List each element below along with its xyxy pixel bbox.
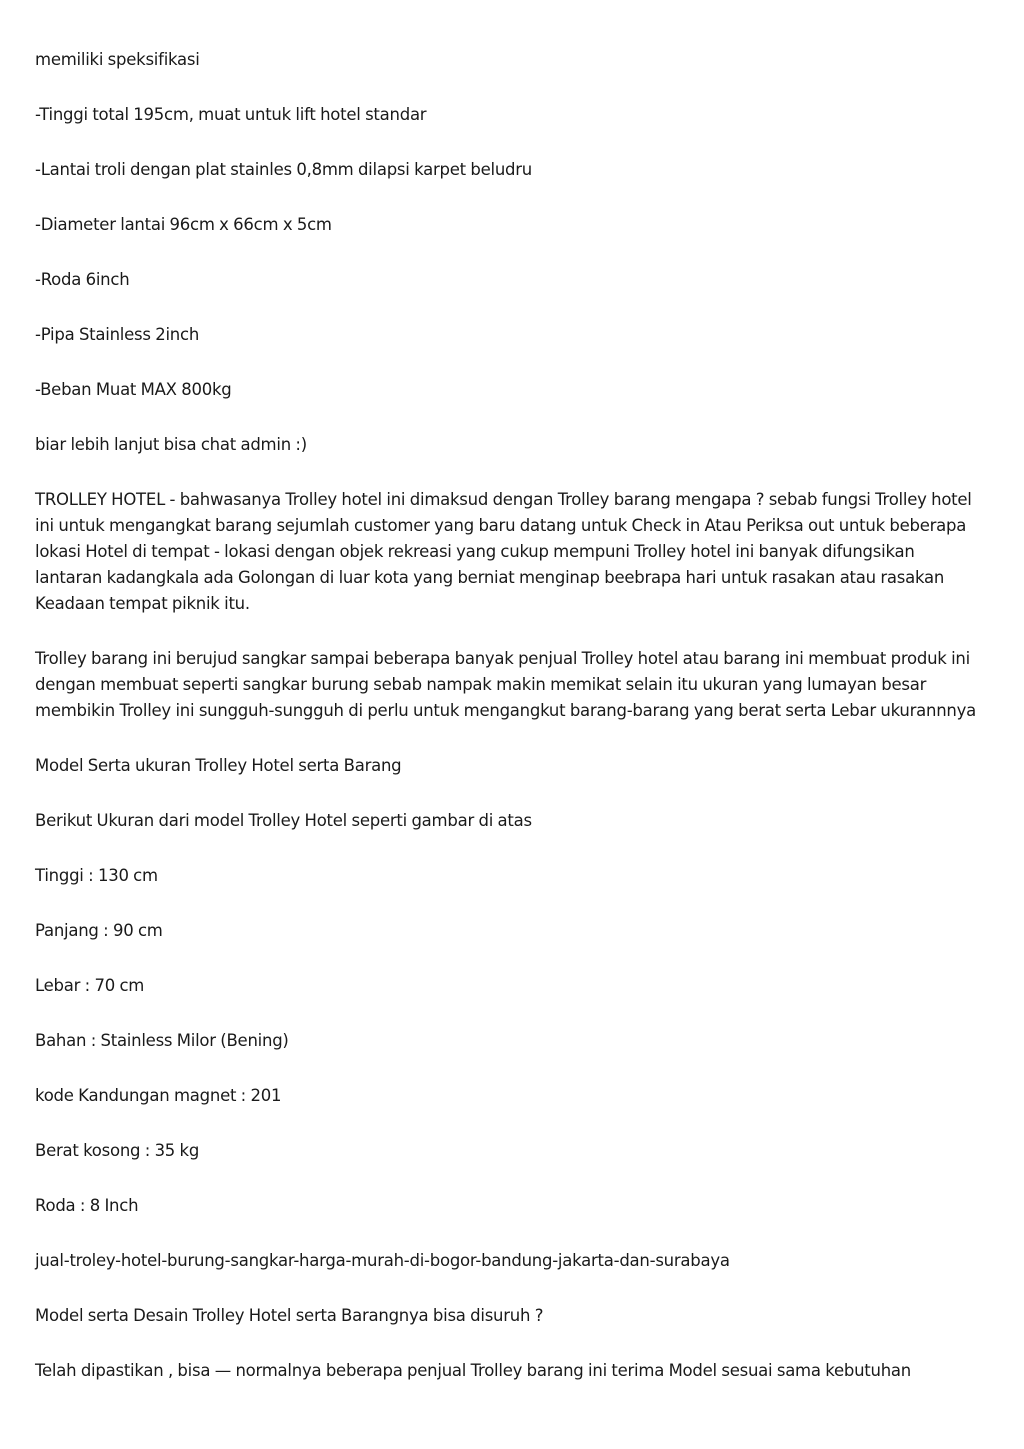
spec-item-height: -Tinggi total 195cm, muat untuk lift hotel standar xyxy=(35,105,427,124)
document-body xyxy=(35,47,983,1413)
size-item-weight: Berat kosong : 35 kg xyxy=(35,1141,200,1160)
size-item-height: Tinggi : 130 cm xyxy=(35,866,158,885)
intro-line: memiliki speksifikasi xyxy=(35,50,200,69)
spec-item-diameter: -Diameter lantai 96cm x 66cm x 5cm xyxy=(35,215,332,234)
size-item-material: Bahan : Stainless Milor (Bening) xyxy=(35,1031,289,1050)
model-heading: Model Serta ukuran Trolley Hotel serta Barang xyxy=(35,756,402,775)
spec-item-pipe: -Pipa Stainless 2inch xyxy=(35,325,200,344)
paragraph-trolley-hotel: TROLLEY HOTEL - bahwasanya Trolley hotel ini dimaksud dengan Trolley barang mengapa ? sebab fungsi Trolley hotel ini untuk mengangkat barang sejumlah customer yang baru datang untuk Check in Atau Periksa out untuk beberapa lokasi Hotel di tempat - lokasi dengan objek rekreasi yang cukup mempuni Trolley hotel ini banyak difungsikan lantaran kadangkala ada Golongan di luar kota yang berniat menginap beebrapa hari untuk rasakan atau rasakan Keadaan tempat piknik itu. xyxy=(35,490,972,613)
size-item-width: Lebar : 70 cm xyxy=(35,976,145,995)
size-item-length: Panjang : 90 cm xyxy=(35,921,163,940)
design-answer: Telah dipastikan , bisa — normalnya beberapa penjual Trolley barang ini terima Model sesuai sama kebutuhan xyxy=(35,1361,911,1380)
paragraph-trolley-barang: Trolley barang ini berujud sangkar sampai beberapa banyak penjual Trolley hotel atau barang ini membuat produk ini dengan membuat seperti sangkar burung sebab nampak makin memikat selain itu ukuran yang lumayan besar membikin Trolley ini sungguh-sungguh di perlu untuk mengangkut barang-barang yang berat serta Lebar ukurannnya xyxy=(35,649,977,720)
design-question: Model serta Desain Trolley Hotel serta Barangnya bisa disuruh ? xyxy=(35,1306,544,1325)
chat-note: biar lebih lanjut bisa chat admin :) xyxy=(35,435,307,454)
spec-item-floor: -Lantai troli dengan plat stainles 0,8mm dilapsi karpet beludru xyxy=(35,160,532,179)
spec-item-wheel: -Roda 6inch xyxy=(35,270,130,289)
size-item-magnet: kode Kandungan magnet : 201 xyxy=(35,1086,282,1105)
spec-item-load: -Beban Muat MAX 800kg xyxy=(35,380,232,399)
size-item-wheel: Roda : 8 Inch xyxy=(35,1196,139,1215)
size-intro: Berikut Ukuran dari model Trolley Hotel seperti gambar di atas xyxy=(35,811,532,830)
slug-line: jual-troley-hotel-burung-sangkar-harga-murah-di-bogor-bandung-jakarta-dan-surabaya xyxy=(35,1251,730,1270)
